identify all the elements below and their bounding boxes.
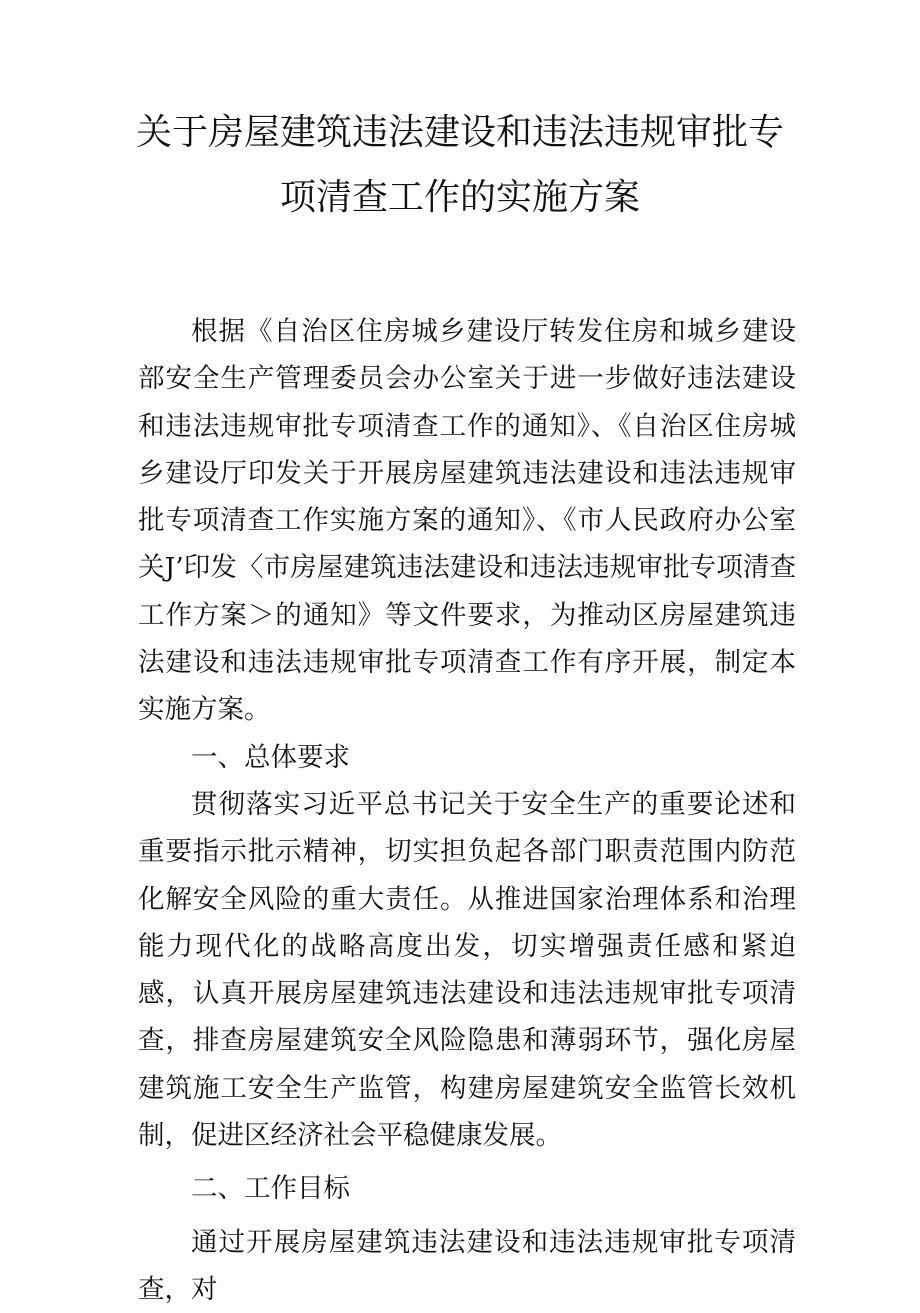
section-heading-general-requirements: 一、总体要求 (191, 741, 350, 773)
intro-paragraph: 根据《自治区住房城乡建设厅转发住房和城乡建设部安全生产管理委员会办公室关于进一步做好违法建设和违法违规审批专项清查工作的通知》、《自治区住房城乡建设厅印发关于开展房屋建筑违法建设和违法违规审批专项清查工作实施方案的通知》、《市人民政府办公室关J’印发〈市房屋建筑违法建设和违法违规审批专项清查工作方案＞的通知》等文件要求，为推动区房屋建筑违法建设和违法违规审批专项清查工作有序开展，制定本实施方案。 (138, 316, 796, 726)
section-heading-work-goals: 二、工作目标 (191, 1173, 350, 1205)
document-title-line-1: 关于房屋建筑违法建设和违法违规审批专 (135, 112, 784, 153)
general-requirements-paragraph: 贯彻落实习近平总书记关于安全生产的重要论述和重要指示批示精神，切实担负起各部门职责范围内防范化解安全风险的重大责任。从推进国家治理体系和治理能力现代化的战略高度出发，切实增强责任感和紧迫感，认真开展房屋建筑违法建设和违法违规审批专项清查，排查房屋建筑安全风险隐患和薄弱环节，强化房屋建筑施工安全生产监管，构建房屋建筑安全监管长效机制，促进区经济社会平稳健康发展。 (138, 788, 796, 1152)
work-goals-paragraph: 通过开展房屋建筑违法建设和违法违规审批专项清查，对 (138, 1226, 796, 1305)
document-title-line-2: 项清查工作的实施方案 (279, 177, 640, 218)
document-body (138, 308, 796, 1313)
